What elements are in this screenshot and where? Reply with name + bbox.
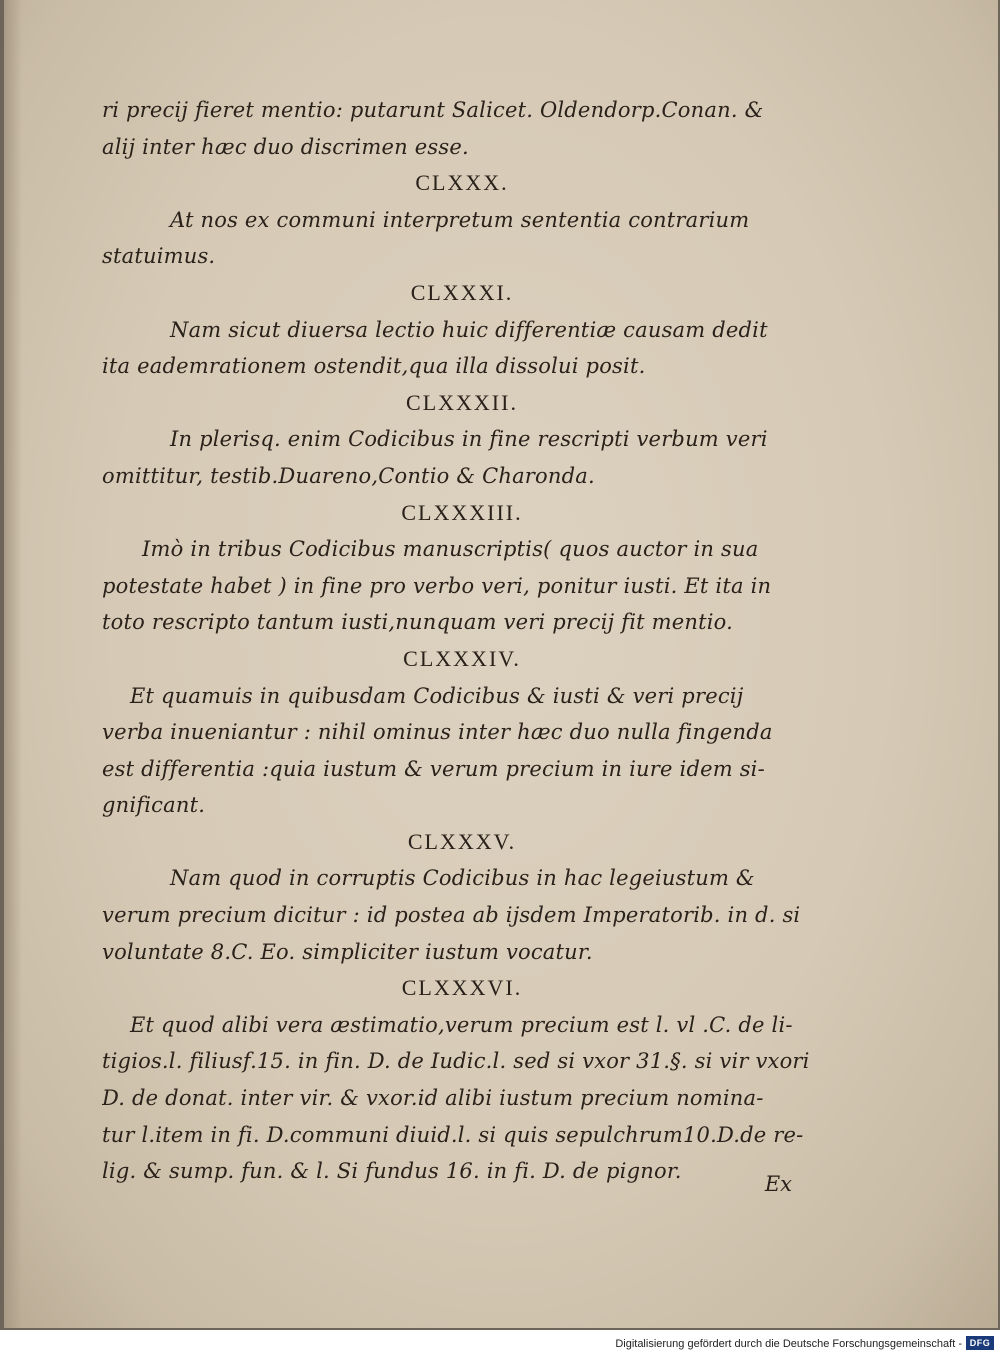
text-line: est differentia :quia iustum & verum precium in iure idem si- [102,756,765,781]
text-line: At nos ex communi interpretum sententia contrarium [170,207,750,232]
text-line: statuimus. [102,244,216,269]
text-block [102,92,822,1190]
text-line: alij inter hæc duo discrimen esse. [102,134,469,159]
footer-credit: Digitalisierung gefördert durch die Deutsche Forschungsgemeinschaft - [615,1338,962,1350]
dfg-logo: DFG [966,1336,994,1350]
section-heading: CLXXXII. [406,389,518,415]
text-line: Nam sicut diuersa lectio huic differentiæ causam dedit [170,317,768,342]
section-heading: CLXXXIII. [401,499,523,525]
text-line: ita eademrationem ostendit,qua illa dissolui posit. [102,354,646,379]
text-line: Et quod alibi vera æstimatio,verum precium est l. vl .C. de li- [130,1012,793,1037]
paper [4,0,998,1328]
text-line: Nam quod in corruptis Codicibus in hac legeiustum & [170,866,755,891]
text-line: tur l.item in fi. D.communi diuid.l. si quis sepulchrum10.D.de re- [102,1122,804,1147]
text-line: tigios.l. filiusf.15. in fin. D. de Iudic.l. sed si vxor 31.§. si vir vxori [102,1049,810,1074]
section-heading: CLXXX. [415,170,509,196]
text-line: voluntate 8.C. Eo. simpliciter iustum vocatur. [102,939,593,964]
section-heading: CLXXXIV. [403,645,521,671]
text-line: potestate habet ) in fine pro verbo veri, ponitur iusti. Et ita in [102,573,772,598]
text-line: Et quamuis in quibusdam Codicibus & iusti & veri precij [130,683,744,708]
text-line: omittitur, testib.Duareno,Contio & Charonda. [102,463,595,488]
section-heading: CLXXXVI. [401,975,523,1001]
text-line: gnificant. [102,793,206,818]
text-line: lig. & sump. fun. & l. Si fundus 16. in fi. D. de pignor. [102,1159,682,1184]
text-line: D. de donat. inter vir. & vxor.id alibi iustum precium nomina- [102,1086,764,1111]
text-line: verba inueniantur : nihil ominus inter hæc duo nulla fingenda [102,720,773,745]
text-line: toto rescripto tantum iusti,nunquam veri precij fit mentio. [102,610,734,635]
catchword: Ex [764,1172,792,1196]
section-heading: CLXXXI. [410,279,514,305]
text-line: verum precium dicitur : id postea ab ijsdem Imperatorib. in d. si [102,903,801,928]
footer [0,1330,1000,1358]
section-heading: CLXXXV. [407,828,517,854]
text-line: ri precij fieret mentio: putarunt Salicet. Oldendorp.Conan. & [102,98,764,122]
text-line: In plerisq. enim Codicibus in fine rescripti verbum veri [170,427,768,452]
text-line: Imò in tribus Codicibus manuscriptis( quos auctor in sua [142,537,759,562]
